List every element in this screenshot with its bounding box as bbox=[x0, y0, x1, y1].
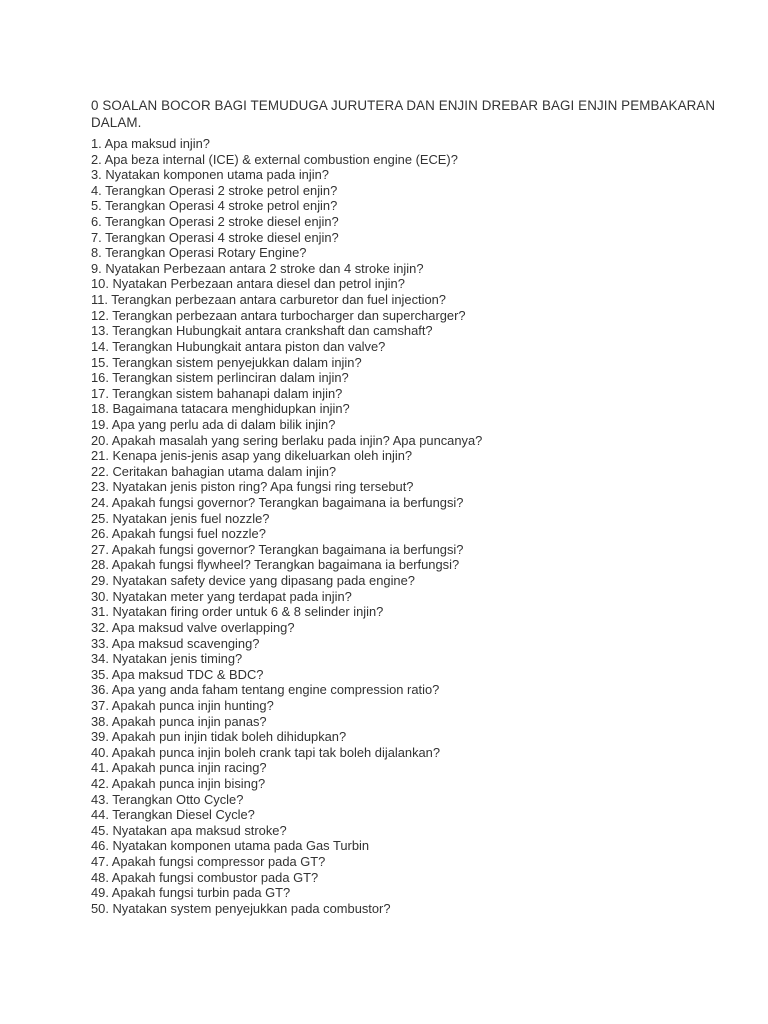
question-item: 31. Nyatakan firing order untuk 6 & 8 selinder injin? bbox=[91, 604, 384, 620]
question-item: 40. Apakah punca injin boleh crank tapi tak boleh dijalankan? bbox=[91, 744, 441, 760]
question-item: 48. Apakah fungsi combustor pada GT? bbox=[91, 869, 319, 885]
question-item: 33. Apa maksud scavenging? bbox=[91, 635, 260, 651]
question-item: 25. Nyatakan jenis fuel nozzle? bbox=[91, 510, 270, 526]
question-item: 24. Apakah fungsi governor? Terangkan bagaimana ia berfungsi? bbox=[91, 495, 464, 511]
question-item: 50. Nyatakan system penyejukkan pada combustor? bbox=[91, 900, 391, 916]
question-item: 43. Terangkan Otto Cycle? bbox=[91, 791, 244, 807]
question-list bbox=[91, 136, 731, 916]
question-item: 5. Terangkan Operasi 4 stroke petrol enjin? bbox=[91, 198, 338, 214]
question-item: 4. Terangkan Operasi 2 stroke petrol enjin? bbox=[91, 182, 338, 198]
question-item: 39. Apakah pun injin tidak boleh dihidupkan? bbox=[91, 729, 347, 745]
question-item: 38. Apakah punca injin panas? bbox=[91, 713, 267, 729]
question-item: 11. Terangkan perbezaan antara carburetor dan fuel injection? bbox=[91, 292, 446, 308]
question-item: 30. Nyatakan meter yang terdapat pada injin? bbox=[91, 588, 352, 604]
question-item: 7. Terangkan Operasi 4 stroke diesel enjin? bbox=[91, 229, 339, 245]
question-item: 35. Apa maksud TDC & BDC? bbox=[91, 666, 264, 682]
question-item: 34. Nyatakan jenis timing? bbox=[91, 651, 243, 667]
question-item: 8. Terangkan Operasi Rotary Engine? bbox=[91, 245, 307, 261]
question-item: 17. Terangkan sistem bahanapi dalam injin? bbox=[91, 385, 343, 401]
question-item: 16. Terangkan sistem perlinciran dalam injin? bbox=[91, 370, 349, 386]
question-item: 42. Apakah punca injin bising? bbox=[91, 775, 266, 791]
question-item: 15. Terangkan sistem penyejukkan dalam injin? bbox=[91, 354, 362, 370]
question-item: 37. Apakah punca injin hunting? bbox=[91, 697, 274, 713]
question-item: 20. Apakah masalah yang sering berlaku pada injin? Apa puncanya? bbox=[91, 432, 483, 448]
question-item: 22. Ceritakan bahagian utama dalam injin? bbox=[91, 463, 337, 479]
question-item: 45. Nyatakan apa maksud stroke? bbox=[91, 822, 287, 838]
question-item: 36. Apa yang anda faham tentang engine compression ratio? bbox=[91, 682, 440, 698]
question-item: 32. Apa maksud valve overlapping? bbox=[91, 619, 295, 635]
question-item: 49. Apakah fungsi turbin pada GT? bbox=[91, 885, 291, 901]
question-item: 47. Apakah fungsi compressor pada GT? bbox=[91, 854, 326, 870]
question-item: 6. Terangkan Operasi 2 stroke diesel enjin? bbox=[91, 214, 339, 230]
question-item: 19. Apa yang perlu ada di dalam bilik injin? bbox=[91, 416, 336, 432]
question-item: 44. Terangkan Diesel Cycle? bbox=[91, 807, 255, 823]
question-item: 12. Terangkan perbezaan antara turbocharger dan supercharger? bbox=[91, 307, 466, 323]
document-title: 0 SOALAN BOCOR BAGI TEMUDUGA JURUTERA DAN ENJIN DREBAR BAGI ENJIN PEMBAKARAN DALAM. bbox=[91, 98, 716, 130]
question-item: 28. Apakah fungsi flywheel? Terangkan bagaimana ia berfungsi? bbox=[91, 557, 460, 573]
question-item: 14. Terangkan Hubungkait antara piston dan valve? bbox=[91, 338, 386, 354]
question-item: 2. Apa beza internal (ICE) & external combustion engine (ECE)? bbox=[91, 151, 458, 167]
document-page bbox=[91, 97, 731, 916]
question-item: 18. Bagaimana tatacara menghidupkan injin? bbox=[91, 401, 350, 417]
question-item: 9. Nyatakan Perbezaan antara 2 stroke dan 4 stroke injin? bbox=[91, 260, 424, 276]
question-item: 23. Nyatakan jenis piston ring? Apa fungsi ring tersebut? bbox=[91, 479, 414, 495]
question-item: 27. Apakah fungsi governor? Terangkan bagaimana ia berfungsi? bbox=[91, 541, 464, 557]
question-item: 10. Nyatakan Perbezaan antara diesel dan petrol injin? bbox=[91, 276, 405, 292]
question-item: 1. Apa maksud injin? bbox=[91, 136, 210, 151]
question-item: 21. Kenapa jenis-jenis asap yang dikeluarkan oleh injin? bbox=[91, 448, 413, 464]
question-item: 3. Nyatakan komponen utama pada injin? bbox=[91, 167, 329, 183]
question-item: 41. Apakah punca injin racing? bbox=[91, 760, 267, 776]
question-item: 26. Apakah fungsi fuel nozzle? bbox=[91, 526, 266, 542]
question-item: 46. Nyatakan komponen utama pada Gas Turbin bbox=[91, 838, 370, 854]
question-item: 13. Terangkan Hubungkait antara crankshaft dan camshaft? bbox=[91, 323, 433, 339]
question-item: 29. Nyatakan safety device yang dipasang pada engine? bbox=[91, 573, 415, 589]
